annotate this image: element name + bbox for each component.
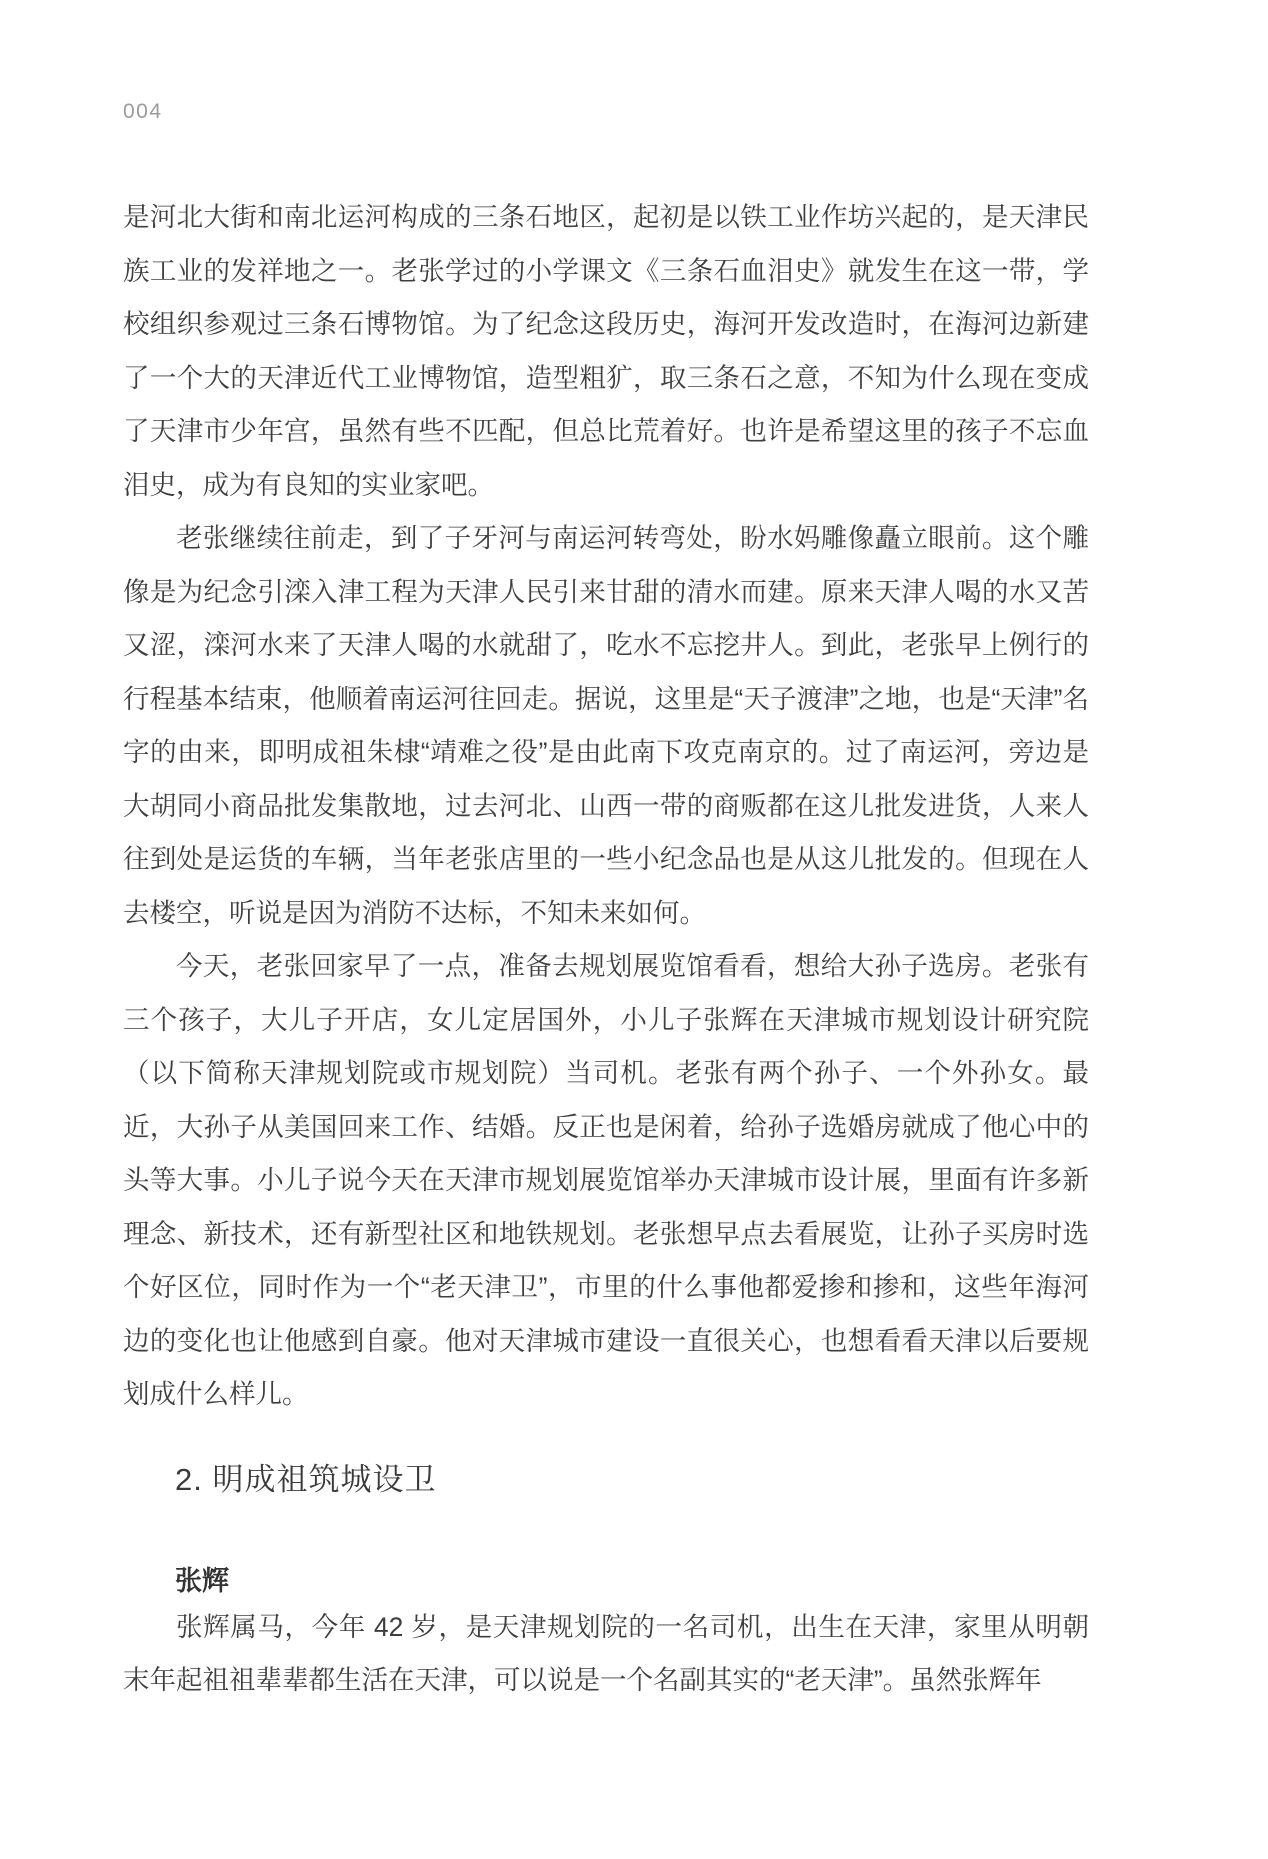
page-body bbox=[123, 191, 1089, 1708]
body-paragraph: 今天，老张回家早了一点，准备去规划展览馆看看，想给大孙子选房。老张有三个孩子，大儿子开店，女儿定居国外，小儿子张辉在天津城市规划设计研究院（以下简称天津规划院或市规划院）当司机。老张有两个孙子、一个外孙女。最近，大孙子从美国回来工作、结婚。反正也是闲着，给孙子选婚房就成了他心中的头等大事。小儿子说今天在天津市规划展览馆举办天津城市设计展，里面有许多新理念、新技术，还有新型社区和地铁规划。老张想早点去看展览，让孙子买房时选个好区位，同时作为一个“老天津卫”，市里的什么事他都爱掺和掺和，这些年海河边的变化也让他感到自豪。他对天津城市建设一直很关心，也想看看天津以后要规划成什么样儿。 bbox=[123, 951, 1089, 1409]
section-heading: 2. 明成祖筑城设卫 bbox=[175, 1461, 437, 1497]
body-paragraph: 老张继续往前走，到了子牙河与南运河转弯处，盼水妈雕像矗立眼前。这个雕像是为纪念引滦入津工程为天津人民引来甘甜的清水而建。原来天津人喝的水又苦又涩，滦河水来了天津人喝的水就甜了，吃水不忘挖井人。到此，老张早上例行的行程基本结束，他顺着南运河往回走。据说，这里是“天子渡津”之地，也是“天津”名字的由来，即明成祖朱棣“靖难之役”是由此南下攻克南京的。过了南运河，旁边是大胡同小商品批发集散地，过去河北、山西一带的商贩都在这儿批发进货，人来人往到处是运货的车辆，当年老张店里的一些小纪念品也是从这儿批发的。但现在人去楼空，听说是因为消防不达标，不知未来如何。 bbox=[123, 523, 1089, 928]
body-paragraph: 张辉属马，今年 42 岁，是天津规划院的一名司机，出生在天津，家里从明朝末年起祖祖辈辈都生活在天津，可以说是一个名副其实的“老天津”。虽然张辉年 bbox=[123, 1611, 1089, 1695]
page-number: 004 bbox=[123, 100, 163, 123]
body-paragraph: 是河北大街和南北运河构成的三条石地区，起初是以铁工业作坊兴起的，是天津民族工业的发祥地之一。老张学过的小学课文《三条石血泪史》就发生在这一带，学校组织参观过三条石博物馆。为了纪念这段历史，海河开发改造时，在海河边新建了一个大的天津近代工业博物馆，造型粗犷，取三条石之意，不知为什么现在变成了天津市少年宫，虽然有些不匹配，但总比荒着好。也许是希望这里的孩子不忘血泪史，成为有良知的实业家吧。 bbox=[123, 202, 1089, 500]
subsection-heading: 张辉 bbox=[175, 1565, 229, 1596]
